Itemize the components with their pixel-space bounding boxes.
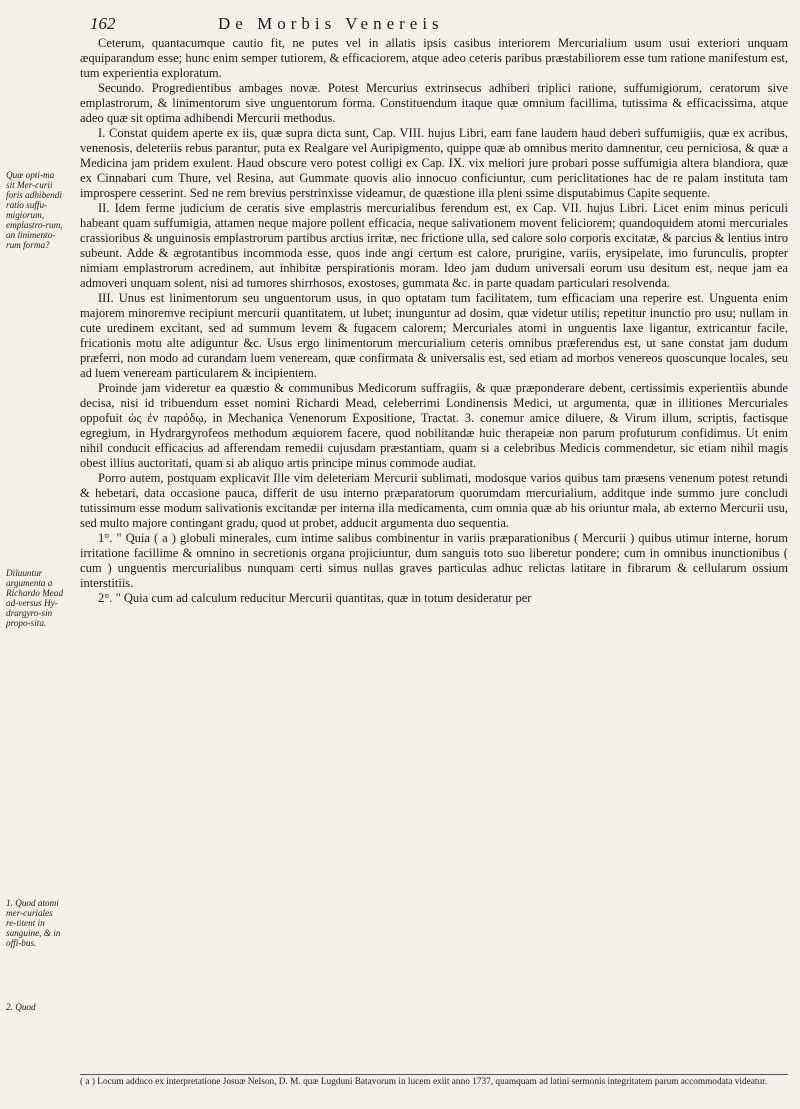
margin-note-mead-arguments: Diluuntur argumenta a Richardo Mead ad-versus Hy-drargyro-sin propo-sita. xyxy=(6,568,64,628)
paragraph: Secundo. Progredientibus ambages novæ. Potest Mercurius extrinsecus adhiberi triplici ratione, suffumigiorum, ceratorum sive emplastrorum, & linimentorum sive unguentorum forma. Constituendum itaque quæ omnium facillima, tutissima & efficacissima, atque adeo quæ sit optima adhibendi Mercurii methodus. xyxy=(80,81,788,125)
margin-note-first-argument: 1. Quod atomi mer-curiales re-titent in sanguine, & in offi-bus. xyxy=(6,898,61,948)
margin-note-second-argument: 2. Quod xyxy=(6,1002,36,1012)
paragraph: 2°. " Quia cum ad calculum reducitur Mercurii quantitas, quæ in totum desideratur per xyxy=(98,591,532,605)
paragraph: 1°. " Quia ( a ) globuli minerales, cum intime salibus combinentur in variis præparationibus ( Mercurii ) quibus utimur interne, horum irritatione facillime & omnino in secretionis organa projiciuntur, dum sanguis toto suo liberetur pondere; cum in omnibus inunctionibus ( cum ) unguentis mercurialibus nunquam certi simus nullas graves particulas adhuc relictas latitare in fibrarum & cellularum ossium interstitiis. xyxy=(80,531,788,590)
footnote-text: ( a ) Locum adduco ex interpretatione Josuæ Nelson, D. M. quæ Lugduni Batavorum in lucem exiit anno 1737, quamquam ad latini sermonis integritatem parum accommodata videatur. xyxy=(80,1077,768,1087)
main-text xyxy=(80,36,788,1103)
running-title: De Morbis Venereis xyxy=(218,14,444,33)
paragraph: I. Constat quidem aperte ex iis, quæ supra dicta sunt, Cap. VIII. hujus Libri, eam fane laudem haud deberi suffumigiis, quæ ex acribus, venenosis, deleteriis rebus parantur, puta ex Realgare vel Auripigmento, quippe quæ ab omnibus merito damnentur, ceu perniciosa, & quæ a Medicina jam pridem exulent. Haud obscure vero potest colligi ex Cap. IX. vix meliori jure probari posse suffumigia altera blandiora, quæ ex Cinnabari cum Thure, vel Resina, aut Gummate quovis alio innocuo conficiuntur, cum periclitationes hac de re palam instituta tam improspere cesserint. Sed ne rem brevius perstrinxisse videamur, de quæstione illa pleni ssime disputabimus Capite sequente. xyxy=(80,126,788,200)
paragraph: Proinde jam videretur ea quæstio & communibus Medicorum suffragiis, & quæ præponderare debent, certissimis experientiis abunde decisa, nisi id tribuendum esset nomini Richardi Mead, celeberrimi Londinensis Medici, ut argumenta, quæ in illitiones Mercuriales oppofuit ὡς ἐν παρόδῳ, in Mechanica Venenorum Expositione, Tractat. 3. conemur amice diluere, & Virum illum, scriptis, factisque egregium, in Hydrargyrofeos methodum æquiorem facere, quod nobilitandæ huic therapeiæ non parum profuturum confidimus. Ut enim nihil conducit efficacius ad afferendam remedii cujusdam præstantiam, quam si a celebribus Medicis commendetur, sic etiam nihil magis obest illius auctoritati, quam si ab aliquo artis principe minus commode audiat. xyxy=(80,381,788,470)
paragraph: II. Idem ferme judicium de ceratis sive emplastris mercurialibus ferendum est, ex Cap. VII. hujus Libri. Licet enim minus periculi habeant quam suffumigia, attamen neque majore pollent efficacia, neque salivationem movent feliciorem; quandoquidem atomi mercuriales crassioribus & unguinosis emplastrorum partibus arctius irritæ, nec frictione ulla, sed calore solo corporis excitatæ, & parcius & lentius intro subeunt. Adde & ægrotantibus incommoda esse, quos inde angi certum est calore, prurigine, variis, erysipelate, imo furunculis, propter nimiam emplastrorum acredinem, aut inhibitæ perspirationis moram. Ideo jam dudum universali eorum usu desitum est, neque jam ea admoveri unquam solent, nisi ad tumores shirrhosos, exostoses, gummata &c. in parte quadam particulari resolvenda. xyxy=(80,201,788,290)
margin-note-best-method: Quæ opti-ma sit Mer-curii foris adhibendi ratio suffu-migiorum, emplastro-rum, an linimento-rum forma? xyxy=(6,170,63,250)
page-number: 162 xyxy=(90,14,116,33)
paragraph: Porro autem, postquam explicavit Ille vim deleteriam Mercurii sublimati, modosque varios quibus tam præsens venenum potest retundi & hebetari, data occasione pauca, differit de usu interno præparatorum quorumdam mercurialium, additque inde summo jure concludi tutissimum esse modum salivationis excitandæ per interna illa medicamenta, cum omnia quæ ab his oriuntur mala, ab externo Mercurii usu, sed multo majore contingant gradu, quod ut probet, adducit argumenta duo sequentia. xyxy=(80,471,788,530)
paragraph: III. Unus est linimentorum seu unguentorum usus, in quo optatam tum facilitatem, tum efficaciam una reperire est. Unguenta enim majorem minoremve recipiunt mercurii quantitatem, ut lubet; inunguntur ad dosim, quæ videtur utilis; repetitur inunctio pro usu; nullam in cute uredinem excitant, sed ad summum levem & fugacem calorem; Mercuriales atomi in unguentis laxe ligantur, extricantur facile, fricationis motu alte adiguntur &c. Usus ergo linimentorum mercurialium ceteris omnibus præferendus est, ut sane constat jam dudum præferri, non modo ad curandam luem veneream, quæ confirmata & universalis est, sed etiam ad morbos venereos quoscunque locales, seu ad luem veneream particularem & incipientem. xyxy=(80,291,788,380)
paragraph: Ceterum, quantacumque cautio fit, ne putes vel in allatis ipsis casibus interiorem Mercurialium usum usui exteriori unquam æquiparandum esse; hunc enim semper tutiorem, & efficaciorem, atque adeo ceteris paribus præstabiliorem esse tum ratione manifestum est, tum experientia exploratum. xyxy=(80,36,788,80)
footnote xyxy=(80,1074,788,1088)
